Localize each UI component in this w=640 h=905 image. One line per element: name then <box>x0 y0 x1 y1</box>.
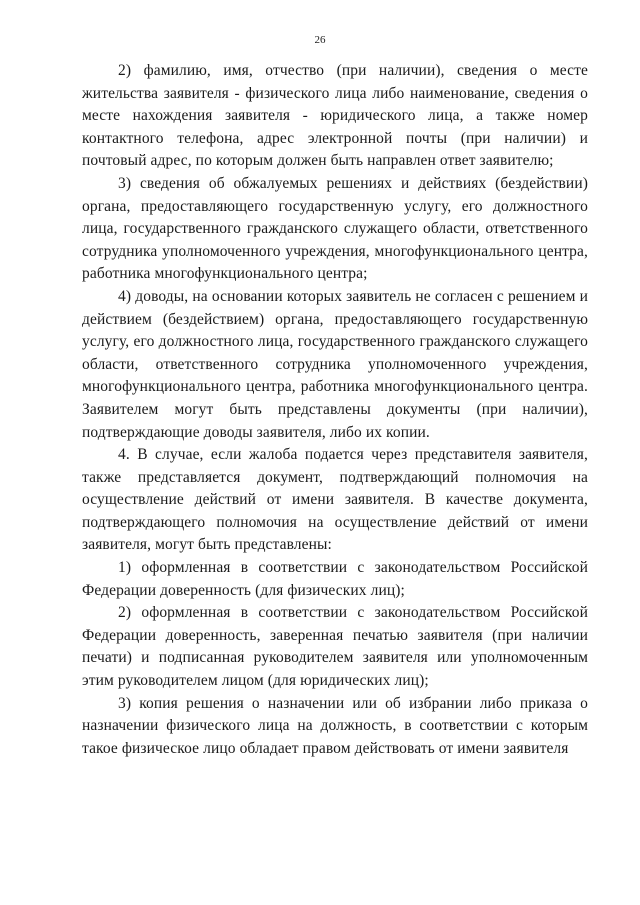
document-body <box>82 60 588 760</box>
paragraph-section-4-representative: 4. В случае, если жалоба подается через представителя заявителя, также представляется документ, подтверждающий полномочия на осуществление действий от имени заявителя. В качестве документа, подтверждающего полномочия на осуществление действий от имени заявителя, могут быть представлены: <box>82 446 588 554</box>
page-number: 26 <box>314 34 326 46</box>
paragraph-subitem-1-power-of-attorney-individuals: 1) оформленная в соответствии с законодательством Российской Федерации доверенность (для физических лиц); <box>82 559 588 599</box>
paragraph-subitem-2-power-of-attorney-legal-entities: 2) оформленная в соответствии с законодательством Российской Федерации доверенность, заверенная печатью заявителя (при наличии печати) и подписанная руководителем заявителя или уполномоченным этим руководителем лицом (для юридических лиц); <box>82 604 588 690</box>
paragraph-item-4-arguments: 4) доводы, на основании которых заявитель не согласен с решением и действием (бездействием) органа, предоставляющего государственную услугу, его должностного лица, государственного гражданского служащего области, ответственного сотрудника уполномоченного учреждения, многофункционального центра, работника многофункционального центра. Заявителем могут быть представлены документы (при наличии), подтверждающие доводы заявителя, либо их копии. <box>82 287 588 441</box>
paragraph-item-2-applicant-name-address: 2) фамилию, имя, отчество (при наличии), сведения о месте жительства заявителя - физического лица либо наименование, сведения о месте нахождения заявителя - юридического лица, а также номер контактного телефона, адрес электронной почты (при наличии) и почтовый адрес, по которым должен быть направлен ответ заявителю; <box>82 62 588 170</box>
paragraph-subitem-3-appointment-decision-copy: 3) копия решения о назначении или об избрании либо приказа о назначении физического лица на должность, в соответствии с которым такое физическое лицо обладает правом действовать от имени заявителя <box>82 694 588 757</box>
paragraph-item-3-appealed-decisions: 3) сведения об обжалуемых решениях и действиях (бездействии) органа, предоставляющего государственную услугу, его должностного лица, государственного гражданского служащего области, ответственного сотрудника уполномоченного учреждения, многофункционального центра, работника многофункционального центра; <box>82 174 588 283</box>
